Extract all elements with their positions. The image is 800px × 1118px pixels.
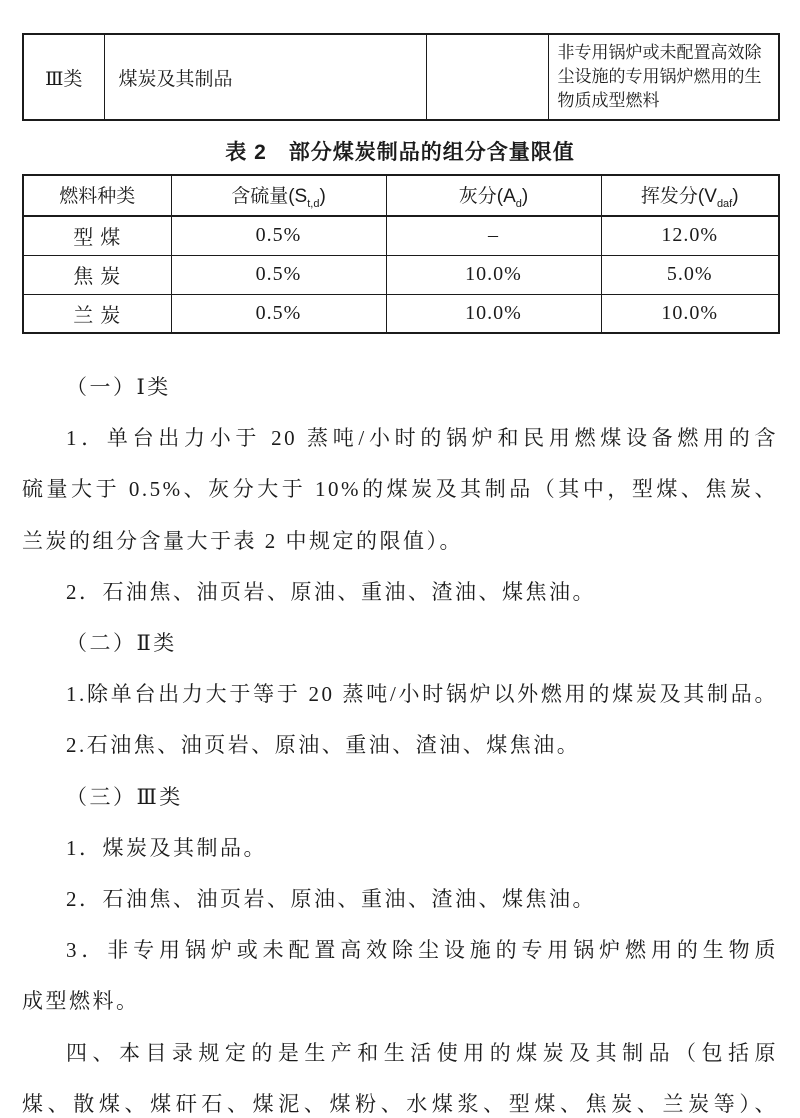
ash-value-cell: 10.0% [386,255,601,294]
table2-header-row [23,175,779,216]
category-table-row [23,34,779,120]
paragraph-line: 四、本目录规定的是生产和生活使用的煤炭及其制品（包括原 [66,1040,778,1065]
sulfur-value-cell: 0.5% [171,255,386,294]
paragraph-line: 3．非专用锅炉或未配置高效除尘设施的专用锅炉燃用的生物质 [66,938,778,963]
paragraph-line: 1．单台出力小于 20 蒸吨/小时的锅炉和民用燃煤设备燃用的含 [66,426,778,451]
paragraph-line: 1.除单台出力大于等于 20 蒸吨/小时锅炉以外燃用的煤炭及其制品。 [66,682,778,707]
section-heading-2: （二）Ⅱ类 [66,631,177,656]
header-sulfur-content: 含硫量$(S_{t,d})$ [171,175,386,216]
paragraph-line: 煤、散煤、煤矸石、煤泥、煤粉、水煤浆、型煤、焦炭、兰炭等）、 [22,1091,778,1116]
description-cell: 非专用锅炉或未配置高效除尘设施的专用锅炉燃用的生物质成型燃料 [548,34,779,120]
paragraph-line: 成型燃料。 [22,989,140,1014]
volatile-value-cell: 12.0% [601,216,779,255]
header-ash-content: 灰分$(A_d)$ [386,175,601,216]
category-table-fragment [22,33,780,121]
section-heading-1: （一）Ⅰ类 [66,375,171,399]
paragraph-line: 硫量大于 0.5%、灰分大于 10%的煤炭及其制品（其中，型煤、焦炭、 [22,477,778,502]
ash-value-cell: – [386,216,601,255]
header-volatile-content: 挥发分$(V_{daf})$ [601,175,779,216]
fuel-type-cell: 兰 炭 [23,294,171,333]
table-row [23,255,779,294]
empty-cell [426,34,548,120]
table2-title: 表 2 部分煤炭制品的组分含量限值 [225,141,575,164]
body-text [22,362,778,1118]
fuel-name-cell: 煤炭及其制品 [104,34,426,120]
paragraph-line: 2.石油焦、油页岩、原油、重油、渣油、煤焦油。 [66,733,581,758]
fuel-type-cell: 型 煤 [23,216,171,255]
ash-value-cell: 10.0% [386,294,601,333]
table-row [23,216,779,255]
paragraph-line: 2．石油焦、油页岩、原油、重油、渣油、煤焦油。 [66,887,596,912]
table-row [23,294,779,333]
table2 [22,174,780,334]
volatile-value-cell: 10.0% [601,294,779,333]
paragraph-line: 2．石油焦、油页岩、原油、重油、渣油、煤焦油。 [66,579,596,604]
paragraph-line: 1．煤炭及其制品。 [66,835,267,860]
header-fuel-type: 燃料种类 [23,175,171,216]
sulfur-value-cell: 0.5% [171,216,386,255]
paragraph-line: 兰炭的组分含量大于表 2 中规定的限值）。 [22,528,463,553]
section-heading-3: （三）Ⅲ类 [66,784,183,809]
fuel-type-cell: 焦 炭 [23,255,171,294]
sulfur-value-cell: 0.5% [171,294,386,333]
volatile-value-cell: 5.0% [601,255,779,294]
category-cell: Ⅲ类 [23,34,104,120]
